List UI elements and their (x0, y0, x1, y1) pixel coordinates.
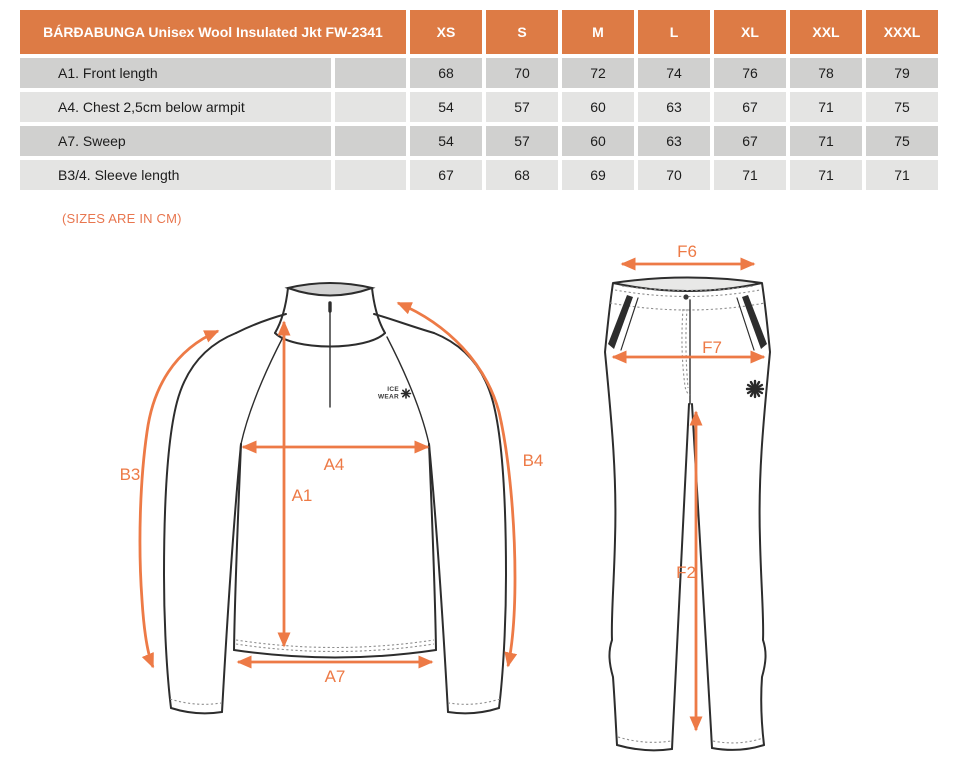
size-value: 71 (866, 160, 938, 190)
size-value: 71 (714, 160, 786, 190)
size-value: 69 (562, 160, 634, 190)
measure-label-a7: A7. Sweep (20, 126, 331, 156)
measure-label-a4: A4. Chest 2,5cm below armpit (20, 92, 331, 122)
size-value: 63 (638, 126, 710, 156)
size-value: 71 (790, 126, 862, 156)
size-value: 78 (790, 58, 862, 88)
jacket-measure-a7: A7 (324, 667, 346, 686)
pants-diagram (605, 242, 770, 750)
size-col-header-xs: XS (410, 10, 482, 54)
waist-button (683, 294, 688, 299)
size-value: 67 (714, 126, 786, 156)
size-value: 68 (486, 160, 558, 190)
size-col-header-xxxl: XXXL (866, 10, 938, 54)
size-col-header-xl: XL (714, 10, 786, 54)
size-value: 54 (410, 126, 482, 156)
measure-label-a1: A1. Front length (20, 58, 331, 88)
logo-snowflake-icon (402, 389, 411, 398)
size-value: 60 (562, 92, 634, 122)
logo-text-wear: WEAR (377, 393, 399, 401)
size-value: 76 (714, 58, 786, 88)
size-value: 67 (714, 92, 786, 122)
size-value: 57 (486, 92, 558, 122)
b4-arrow (398, 303, 515, 666)
size-value: 70 (486, 58, 558, 88)
right-pocket (742, 295, 767, 349)
size-value: 67 (410, 160, 482, 190)
size-value: 71 (790, 92, 862, 122)
pants-measure-f6: F6 (677, 242, 697, 261)
sizes-unit-note: (SIZES ARE IN CM) (62, 211, 182, 226)
size-value: 75 (866, 92, 938, 122)
size-col-header-l: L (638, 10, 710, 54)
size-value: 63 (638, 92, 710, 122)
size-value: 70 (638, 160, 710, 190)
b3-arrow (140, 331, 218, 667)
size-col-header-s: S (486, 10, 558, 54)
size-col-header-xxl: XXL (790, 10, 862, 54)
size-col-header-m: M (562, 10, 634, 54)
pants-measure-f7: F7 (702, 338, 722, 357)
jacket-measure-a1: A1 (291, 486, 313, 505)
size-value: 75 (866, 126, 938, 156)
jacket-measure-b3: B3 (119, 465, 141, 484)
size-value: 57 (486, 126, 558, 156)
size-value: 71 (790, 160, 862, 190)
size-value: 72 (562, 58, 634, 88)
jacket-measure-a4: A4 (323, 455, 345, 474)
size-value: 60 (562, 126, 634, 156)
icewear-logo (378, 386, 411, 401)
measure-label-b34: B3/4. Sleeve length (20, 160, 331, 190)
pants-measure-f2: F2 (676, 563, 696, 582)
product-title: BÁRÐABUNGA Unisex Wool Insulated Jkt FW-2341 (20, 10, 406, 54)
collar-opening (288, 283, 372, 296)
waist-opening (613, 278, 762, 292)
jacket-measure-b4: B4 (522, 451, 544, 470)
size-value: 79 (866, 58, 938, 88)
pants-snowflake-icon (747, 381, 763, 397)
jacket-diagram (120, 283, 544, 713)
size-value: 74 (638, 58, 710, 88)
size-value: 68 (410, 58, 482, 88)
logo-text-ice: ICE (387, 386, 399, 393)
size-value: 54 (410, 92, 482, 122)
